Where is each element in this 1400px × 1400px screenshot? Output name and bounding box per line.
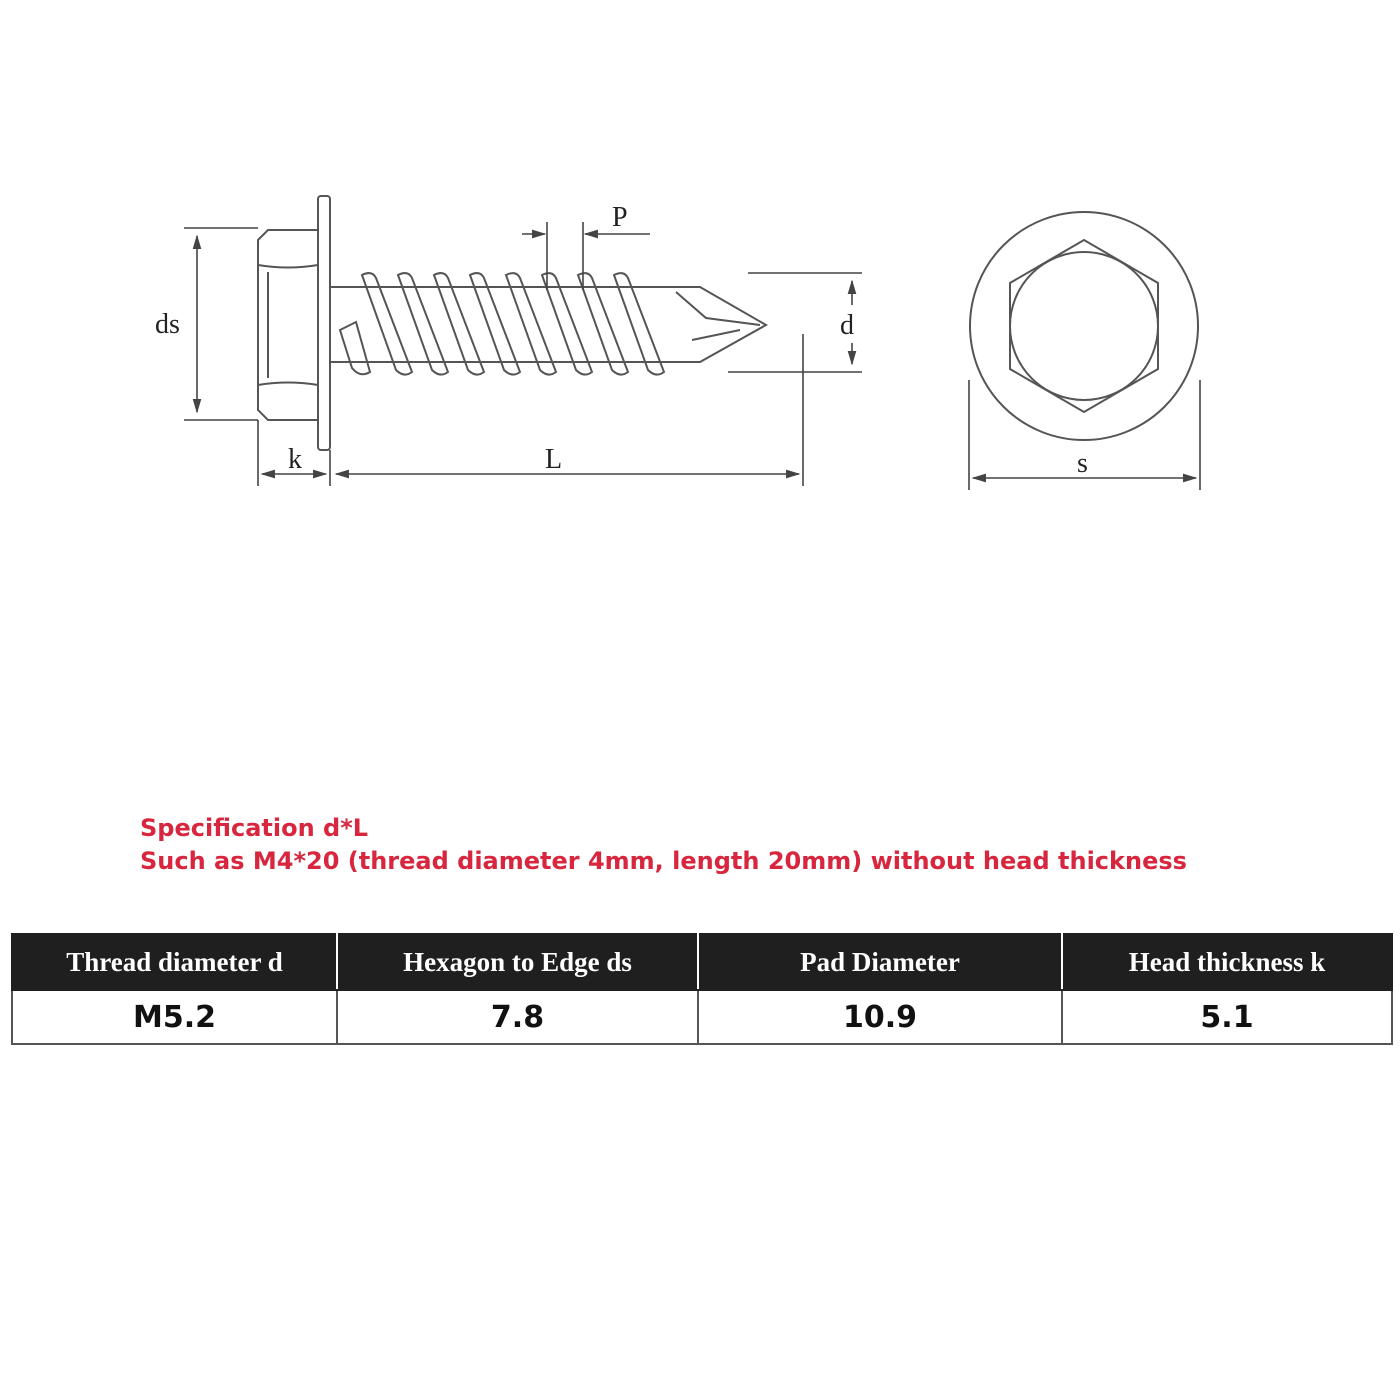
screw-threads bbox=[340, 273, 664, 374]
header-head-thickness: Head thickness k bbox=[1062, 934, 1392, 990]
label-L: L bbox=[545, 444, 563, 475]
label-ds: ds bbox=[155, 309, 180, 340]
cell-head-thickness: 5.1 bbox=[1062, 990, 1392, 1044]
label-d: d bbox=[840, 310, 854, 341]
label-s: s bbox=[1077, 448, 1088, 479]
dimension-P bbox=[522, 222, 650, 290]
header-pad-diameter: Pad Diameter bbox=[698, 934, 1062, 990]
dimension-ds bbox=[184, 228, 258, 420]
specification-table bbox=[11, 933, 1393, 1045]
table-row bbox=[12, 990, 1392, 1044]
spec-note-line-1: Specification d*L bbox=[140, 814, 369, 842]
specification-note bbox=[140, 812, 1187, 878]
table-header-row bbox=[12, 934, 1392, 990]
header-hexagon-to-edge: Hexagon to Edge ds bbox=[337, 934, 698, 990]
header-thread-diameter: Thread diameter d bbox=[12, 934, 337, 990]
label-k: k bbox=[288, 444, 302, 475]
hexagon-outline bbox=[1010, 240, 1158, 412]
screw-end-view bbox=[970, 212, 1198, 440]
cell-thread-diameter: M5.2 bbox=[12, 990, 337, 1044]
cell-pad-diameter: 10.9 bbox=[698, 990, 1062, 1044]
washer-circle bbox=[970, 212, 1198, 440]
screw-side-view bbox=[258, 196, 766, 450]
hex-circle bbox=[1010, 252, 1158, 400]
label-P: P bbox=[612, 202, 628, 233]
cell-hexagon-to-edge: 7.8 bbox=[337, 990, 698, 1044]
spec-note-line-2: Such as M4*20 (thread diameter 4mm, length 20mm) without head thickness bbox=[140, 847, 1187, 875]
washer-pad bbox=[318, 196, 330, 450]
hex-head bbox=[258, 230, 318, 420]
